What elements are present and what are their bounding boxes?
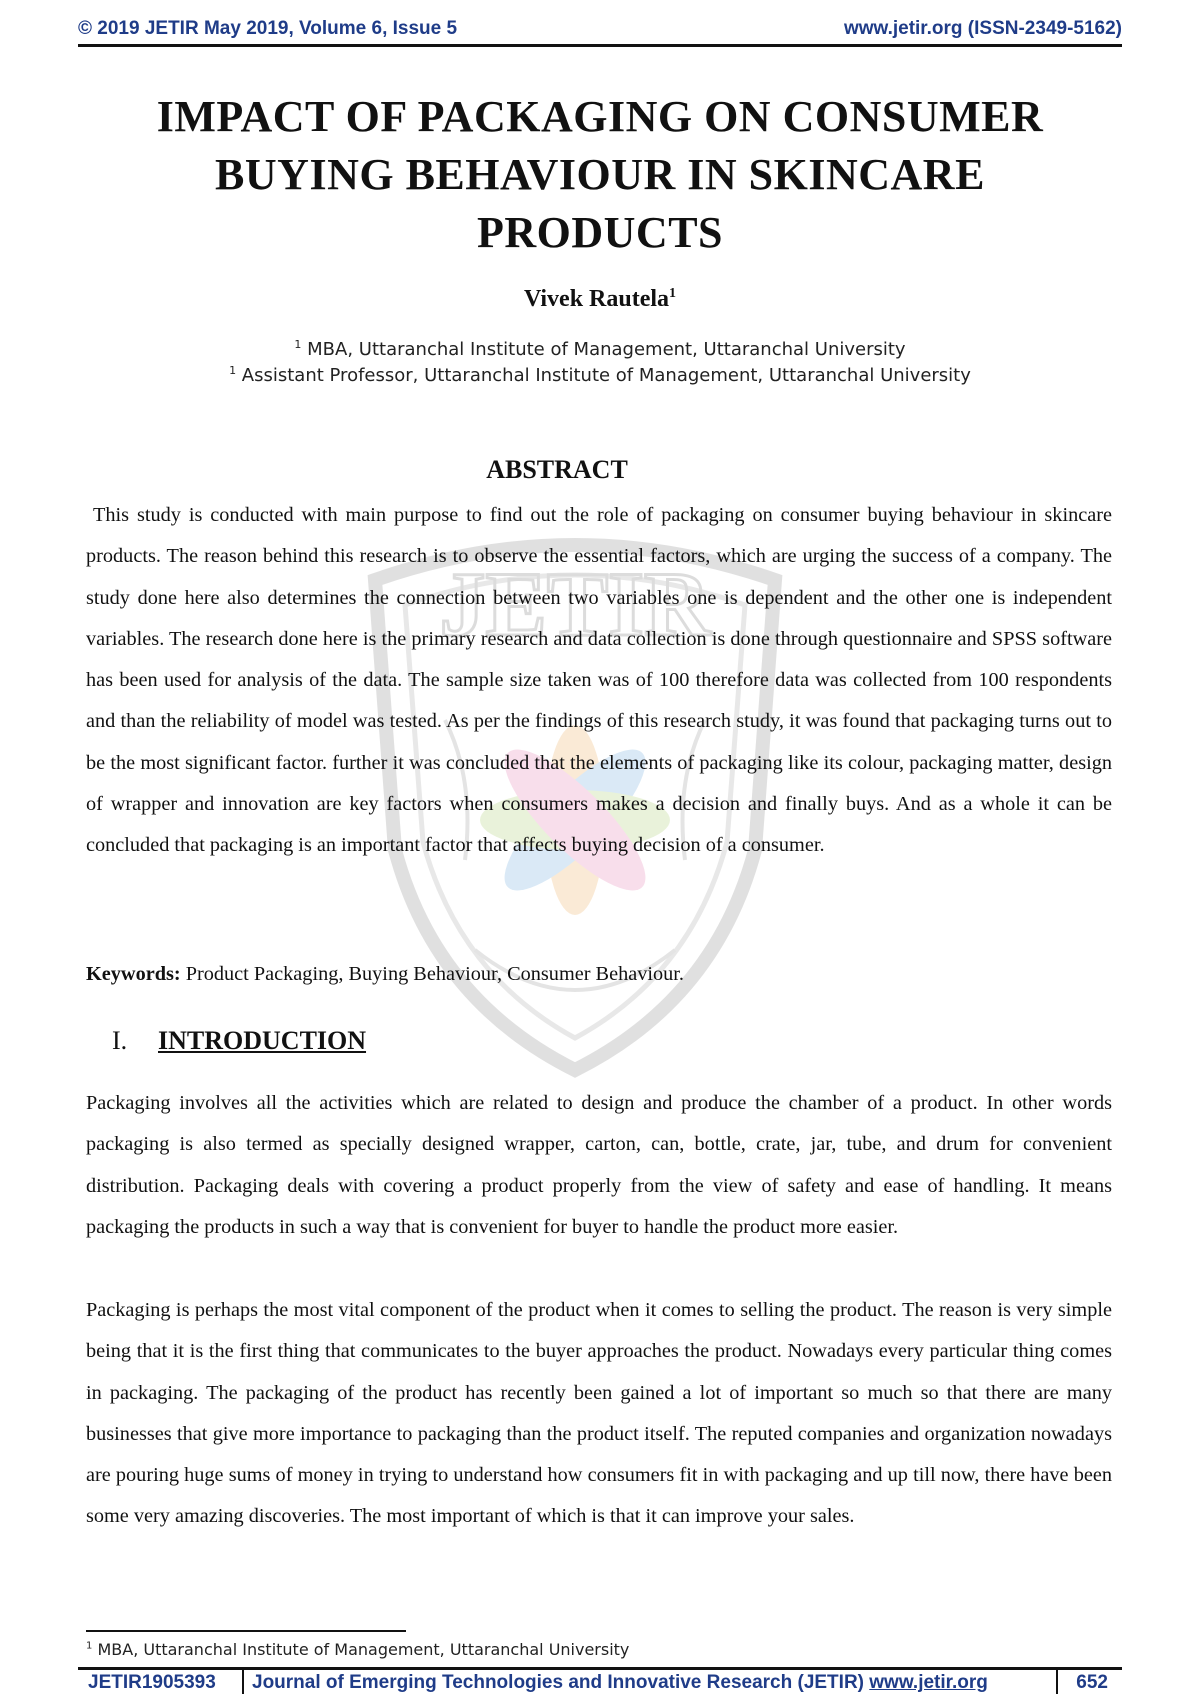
footnote-mark: 1 (86, 1640, 93, 1652)
keywords (86, 954, 1112, 995)
abstract-heading: ABSTRACT (486, 455, 628, 484)
section-number: I. (112, 1026, 128, 1055)
affiliation-text: MBA, Uttaranchal Institute of Management, Uttaranchal University (301, 339, 906, 360)
abstract-body: This study is conducted with main purpose to find out the role of packaging on consumer buying behaviour in skincare products. The reason behind this research is to observe the essential factors, which are urging the success of a company. The study done here also determines the connection between two variables one is dependent and the other one is independent variables. The research done here is the primary research and data collection is done through questionnaire and SPSS software has been used for analysis of the data. The sample size taken was of 100 therefore data was collected from 100 respondents and than the reliability of model was tested. As per the findings of this research study, it was found that packaging turns out to be the most significant factor. further it was concluded that the elements of packaging like its colour, packaging matter, design of wrapper and innovation are key factors when consumers makes a decision and finally buys. And as a whole it can be concluded that packaging is an important factor that affects buying decision of a consumer. (86, 504, 1112, 857)
title-line: BUYING BEHAVIOUR IN SKINCARE (215, 150, 985, 199)
author (0, 286, 1200, 313)
introduction-paragraph: Packaging is perhaps the most vital component of the product when it comes to selling the product. The reason is very simple being that it is the first thing that communicates to the buyer approaches the product. Nowadays every particular thing comes in packaging. The packaging of the product has recently been gained a lot of important so much so that there are many businesses that give more importance to packaging than the product itself. The reputed companies and organization nowadays are pouring huge sums of money in trying to understand how consumers fit in with packaging and up till now, there have been some very amazing discoveries. The most important of which is that it can improve your sales. (86, 1299, 1112, 1528)
keywords-text: Product Packaging, Buying Behaviour, Consumer Behaviour. (180, 963, 684, 985)
footer-journal (252, 1672, 988, 1694)
paper-title (78, 88, 1122, 262)
footnote (86, 1640, 629, 1659)
affiliation-mark: 1 (294, 338, 302, 351)
section-title: INTRODUCTION (158, 1026, 367, 1055)
footnote-text: MBA, Uttaranchal Institute of Management, Uttaranchal University (92, 1640, 630, 1659)
affiliation-text: Assistant Professor, Uttaranchal Institute of Management, Uttaranchal University (236, 365, 971, 386)
journal-name: Journal of Emerging Technologies and Innovative Research (JETIR) (252, 1672, 870, 1693)
header-website-issn: www.jetir.org (ISSN-2349-5162) (843, 18, 1122, 39)
section-heading-introduction (112, 1026, 366, 1056)
footnote-rule (86, 1630, 406, 1632)
footer-separator (242, 1670, 244, 1694)
title-line: IMPACT OF PACKAGING ON CONSUMER (156, 92, 1044, 141)
keywords-label: Keywords: (86, 963, 181, 985)
footer-separator (1056, 1670, 1058, 1694)
title-line: PRODUCTS (476, 208, 724, 257)
page-number: 652 (1076, 1672, 1108, 1693)
affiliation-mark: 1 (229, 364, 237, 377)
author-mark: 1 (669, 286, 677, 301)
author-name: Vivek Rautela (523, 286, 670, 312)
introduction-paragraph: Packaging involves all the activities which are related to design and produce the chamber of a product. In other words packaging is also termed as specially designed wrapper, carton, can, bottle, crate, jar, tube, and drum for convenient distribution. Packaging deals with covering a product properly from the view of safety and ease of handling. It means packaging the products in such a way that is convenient for buyer to handle the product more easier. (86, 1092, 1112, 1238)
affiliation (0, 364, 1200, 386)
paper-id: JETIR1905393 (88, 1672, 216, 1693)
affiliation (0, 338, 1200, 360)
journal-link[interactable]: www.jetir.org (869, 1672, 988, 1693)
running-footer (78, 1670, 1122, 1696)
header-journal-issue: © 2019 JETIR May 2019, Volume 6, Issue 5 (78, 18, 458, 39)
header-rule (78, 44, 1122, 47)
watermark-text: JETIR (439, 553, 711, 655)
